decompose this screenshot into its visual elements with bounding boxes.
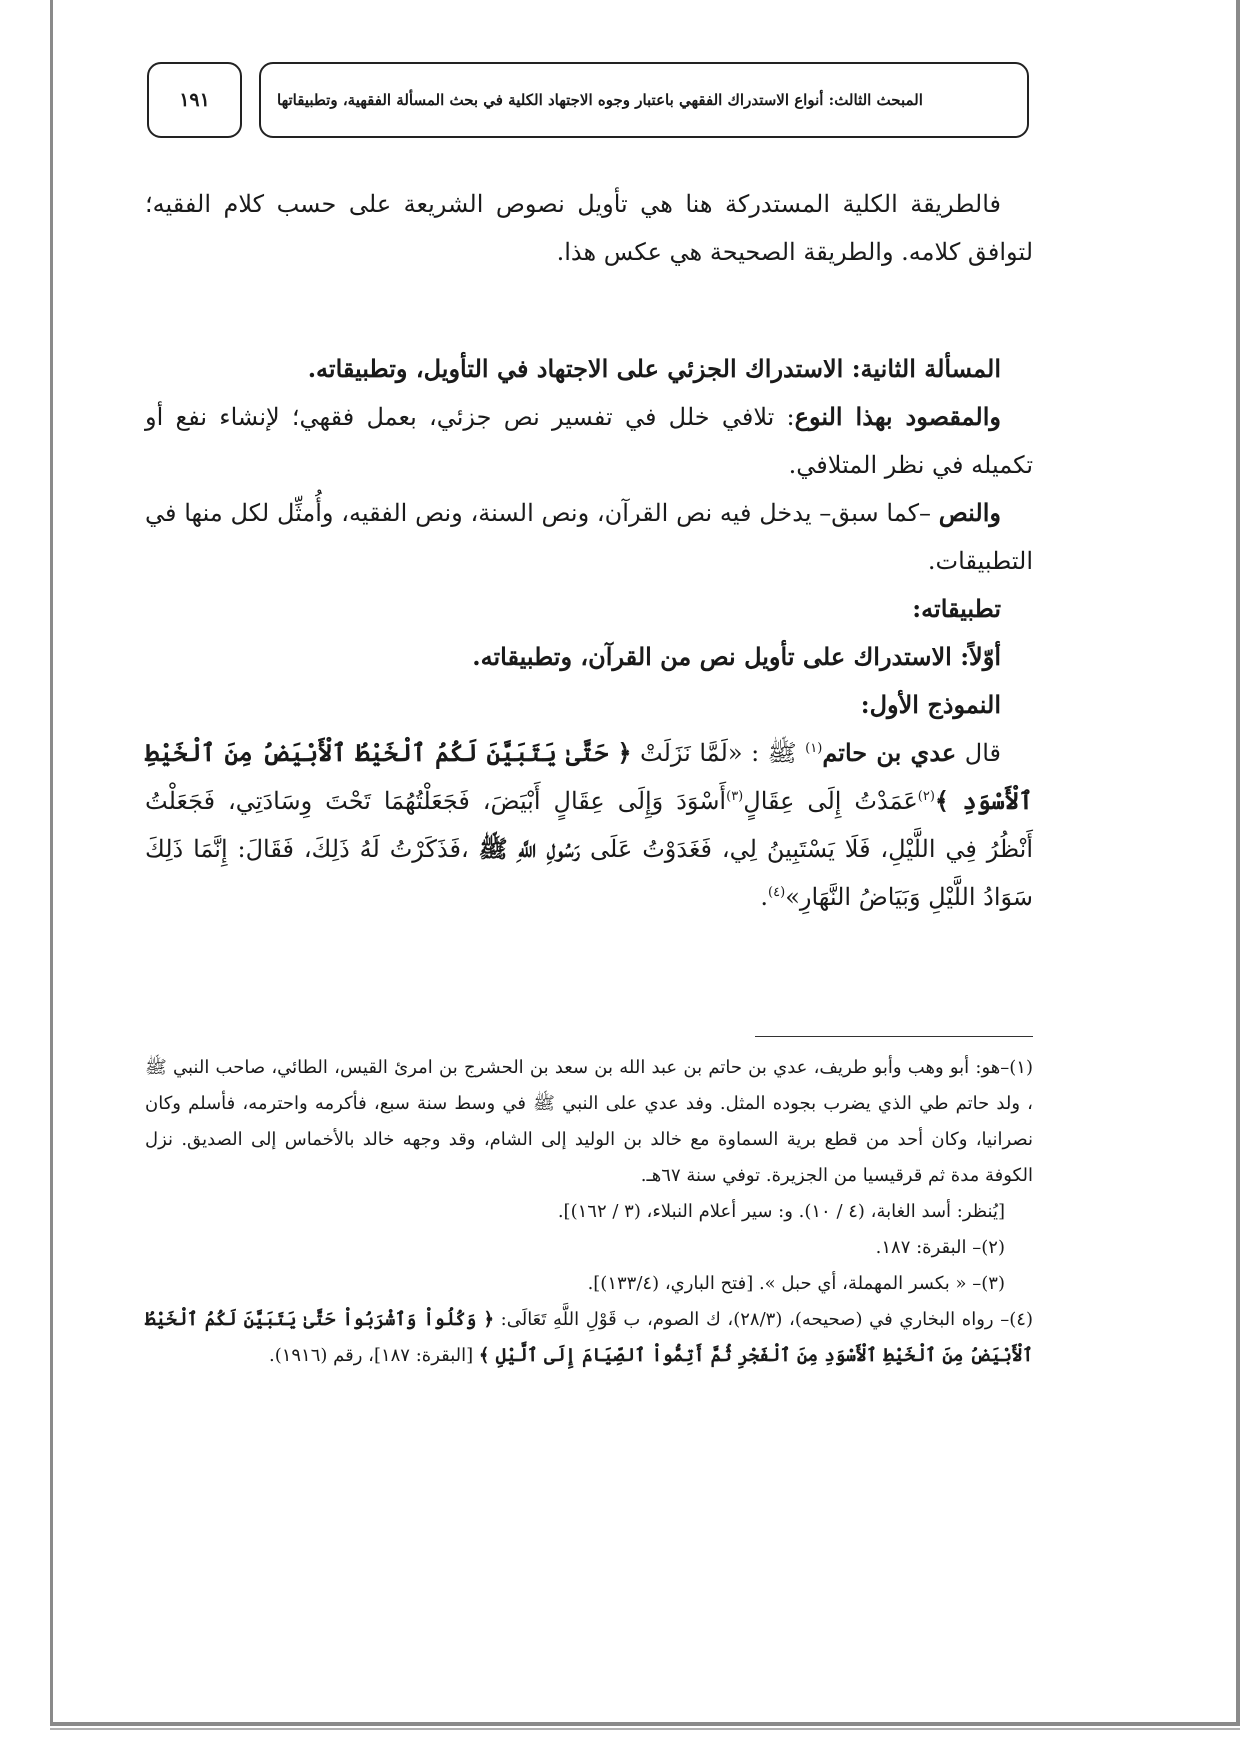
hadith-paragraph xyxy=(145,729,1033,921)
running-header-box xyxy=(259,62,1029,138)
footnote-4-quran: ﴿ وَكُلُواْ وَٱشْرَبُواْ حَتَّىٰ يَتَبَيَّنَ لَكُمُ ٱلْخَيْطُ ٱلْأَبْيَضُ مِنَ ٱلْخَيْطِ ٱلْأَسْوَدِ مِنَ ٱلْفَجْرِ ثُمَّ أَتِمُّواْ ٱلصِّيَامَ إِلَى ٱلَّيْلِ ﴾ xyxy=(145,1309,1033,1366)
page-frame-right xyxy=(1236,0,1240,1725)
footnote-separator xyxy=(755,1036,1033,1037)
page-number-box xyxy=(147,62,242,138)
nass-text: –كما سبق– يدخل فيه نص القرآن، ونص السنة، ونص الفقيه، وأُمثِّل لكل منها في التطبيقات. xyxy=(145,499,1033,575)
model-heading: النموذج الأول: xyxy=(860,690,1001,719)
main-text-block-2 xyxy=(145,345,1033,921)
definition-text: : تلافي خلل في تفسير نص جزئي، بعمل فقهي؛ لإنشاء نفع أو تكميله في نظر المتلافي. xyxy=(145,403,1033,479)
paragraph-nass xyxy=(145,489,1033,585)
footnote-3: (٣)– « بكسر المهملة، أي حبل ». [فتح الباري، (١٣٣/٤)]. xyxy=(587,1273,1005,1294)
definition-term: والمقصود بهذا النوع xyxy=(794,402,1001,431)
page-frame-bottom-shadow xyxy=(50,1728,1240,1730)
first-heading: أوّلاً: الاستدراك على تأويل نص من القرآن، وتطبيقاته. xyxy=(472,642,1001,671)
hadith-text-3: أَسْوَدَ وَإِلَى عِقَالٍ أَبْيَضَ، فَجَعَلْتُهُمَا تَحْتَ وِسَادَتِي، فَجَعَلْتُ أَنْظُرُ فِي اللَّيْلِ، فَلَا يَسْتَبِينُ لِي، فَغَدَوْتُ عَلَى xyxy=(145,787,1034,863)
applications-heading: تطبيقاته: xyxy=(912,594,1001,623)
running-header-title: المبحث الثالث: أنواع الاستدراك الفقهي باعتبار وجوه الاجتهاد الكلية في بحث المسألة الفقهية، وتطبيقاتها xyxy=(277,90,923,109)
quran-verse: ﴿ حَتَّىٰ يَتَبَيَّنَ لَكُمُ ٱلْخَيْطُ ٱلْأَبْيَضُ مِنَ ٱلْخَيْطِ ٱلْأَسْوَدِ ﴾ xyxy=(145,738,1033,815)
paragraph-method: فالطريقة الكلية المستدركة هنا هي تأويل نصوص الشريعة على حسب كلام الفقيه؛ لتوافق كلامه. والطريقة الصحيحة هي عكس هذا. xyxy=(145,190,1033,266)
footnotes xyxy=(145,1050,1033,1374)
footnote-ref-1[interactable]: (١) xyxy=(805,741,823,756)
main-text-block-1 xyxy=(145,180,1033,276)
narrator-name: عدي بن حاتم xyxy=(822,738,957,767)
footnote-1: (١)–هو: أبو وهب وأبو طريف، عدي بن حاتم بن عبد الله بن سعد بن الحشرج بن امرئ القيس، الطائي، صاحب النبي ﷺ ، ولد حاتم طي الذي يضرب بجوده المثل. وفد عدي على النبي ﷺ في وسط سنة سبع، فأكرمه واحترمه، فأسلم وكان نصرانيا، وكان أحد من قطع برية السماوة مع خالد بن الوليد إلى الشام، وقد وجهه خالد بالأخماس إلى الصديق. نزل الكوفة مدة ثم قرقيسيا من الجزيرة. توفي سنة ٦٧هـ. xyxy=(145,1057,1034,1186)
nass-term: والنص xyxy=(938,498,1001,527)
footnote-ref-4[interactable]: (٤) xyxy=(768,885,786,900)
footnote-ref-2[interactable]: (٢) xyxy=(917,789,935,804)
prophet-name: رَسُولِ اللَّهِ ﷺ xyxy=(478,834,581,863)
hadith-opening: ﷺ : «لَمَّا نَزَلَتْ xyxy=(631,739,806,767)
footnote-4 xyxy=(145,1302,1033,1374)
footnote-ref-3[interactable]: (٣) xyxy=(726,789,744,804)
footnote-4-ref: [البقرة: ١٨٧]، رقم (١٩١٦). xyxy=(268,1345,479,1366)
paragraph-definition xyxy=(145,393,1033,489)
hadith-text-4: ،فَذَكَرْتُ لَهُ ذَلِكَ، فَقَالَ: إِنَّمَا ذَلِكَ سَوَادُ اللَّيْلِ وَبَيَاضُ النَّهَارِ» xyxy=(145,835,1033,911)
hadith-text-2: عَمَدْتُ إِلَى عِقَالٍ xyxy=(743,787,918,815)
hadith-end: . xyxy=(760,883,769,911)
footnote-1-source: [يُنظر: أسد الغابة، (٤ / ١٠). و: سير أعلام النبلاء، (٣ / ١٦٢)]. xyxy=(557,1201,1005,1222)
page-frame-bottom xyxy=(50,1722,1240,1726)
page-number: ١٩١ xyxy=(179,89,210,111)
section-heading: المسألة الثانية: الاستدراك الجزئي على الاجتهاد في التأويل، وتطبيقاته. xyxy=(307,354,1001,383)
page-frame-left xyxy=(50,0,53,1725)
footnote-2: (٢)– البقرة: ١٨٧. xyxy=(875,1237,1005,1258)
hadith-intro: قال xyxy=(956,739,1001,767)
footnote-4-text: (٤)– رواه البخاري في (صحيحه)، (٢٨/٣)، ك الصوم، ب قَوْلِ اللَّهِ تَعَالَى: xyxy=(494,1309,1033,1330)
